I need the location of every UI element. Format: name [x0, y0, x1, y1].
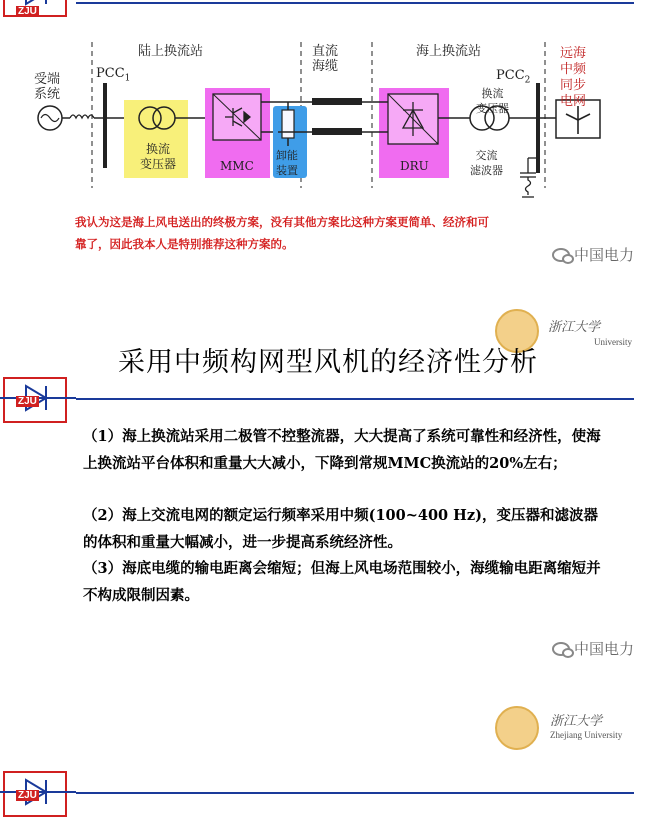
- offshore-transformer-label: 换流 变压器: [476, 87, 509, 115]
- wechat-icon: [552, 248, 570, 262]
- zju-name-en-partial: University: [594, 337, 632, 347]
- dru-label: DRU: [400, 159, 429, 173]
- zju-logo: [0, 770, 76, 820]
- paragraph-1: （1）海上换流站采用二极管不控整流器，大大提高了系统可靠性和经济性，使海上换流站平台体积和重量大大减小，下降到常规MMC换流站的20%左右；: [83, 428, 601, 472]
- mmc-label: MMC: [220, 159, 254, 173]
- onshore-station-label: 陆上换流站: [138, 44, 204, 59]
- energy-storage-label: 卸能 装置: [276, 149, 298, 177]
- zju-label: ZJU: [18, 396, 37, 407]
- pcc1-label: $PCC_1$: [96, 66, 131, 84]
- dc-cable-bottom: [312, 128, 362, 135]
- onshore-transformer-label: 换流 变压器: [140, 142, 177, 171]
- wind-grid-label: 远海 中频 同步 电网: [560, 46, 587, 109]
- slide-1: [0, 0, 656, 284]
- zju-name-en: Zhejiang University: [550, 730, 623, 740]
- slide-3: [0, 762, 656, 801]
- receiving-system-label: 受端 系统: [34, 72, 61, 102]
- zju-logo: [0, 0, 76, 20]
- header-rule: [76, 2, 634, 4]
- ac-filter-label: 交流 滤波器: [470, 149, 503, 177]
- zju-name-cn: 浙江大学: [548, 319, 601, 334]
- pcc2-label: $PCC_2$: [496, 68, 531, 86]
- slide-title: 采用中频构网型风机的经济性分析: [118, 347, 538, 378]
- zju-label: ZJU: [18, 790, 37, 801]
- watermark: [552, 244, 634, 265]
- paragraph-2: （2）海上交流电网的额定运行频率采用中频(100~400 Hz)，变压器和滤波器的体积和重量大幅减小，进一步提高系统经济性。: [83, 507, 598, 551]
- header-rule: [76, 398, 634, 400]
- paragraph-3: （3）海底电缆的输电距离会缩短；但海上风电场范围较小，海缆输电距离缩短并不构成限制因素。: [83, 560, 601, 604]
- zju-name-cn: 浙江大学: [550, 713, 603, 728]
- zju-logo: [0, 376, 76, 426]
- zju-seal-icon: [495, 706, 539, 750]
- watermark-text: 中国电力: [574, 641, 635, 658]
- zju-label: ZJU: [18, 6, 37, 17]
- header-rule: [76, 792, 634, 794]
- watermark-text: 中国电力: [574, 247, 635, 264]
- slide-2: [0, 300, 656, 752]
- watermark: [552, 638, 634, 659]
- dc-cable-label: 直流 海缆: [312, 44, 339, 74]
- recommendation-note-line-2: 靠了，因此我本人是特别推荐这种方案的。: [75, 237, 294, 251]
- dc-cable-top: [312, 98, 362, 105]
- offshore-station-label: 海上换流站: [416, 44, 482, 59]
- wechat-icon: [552, 642, 570, 656]
- recommendation-note-line-1: 我认为这是海上风电送出的终极方案，没有其他方案比这种方案更简单、经济和可: [75, 215, 489, 229]
